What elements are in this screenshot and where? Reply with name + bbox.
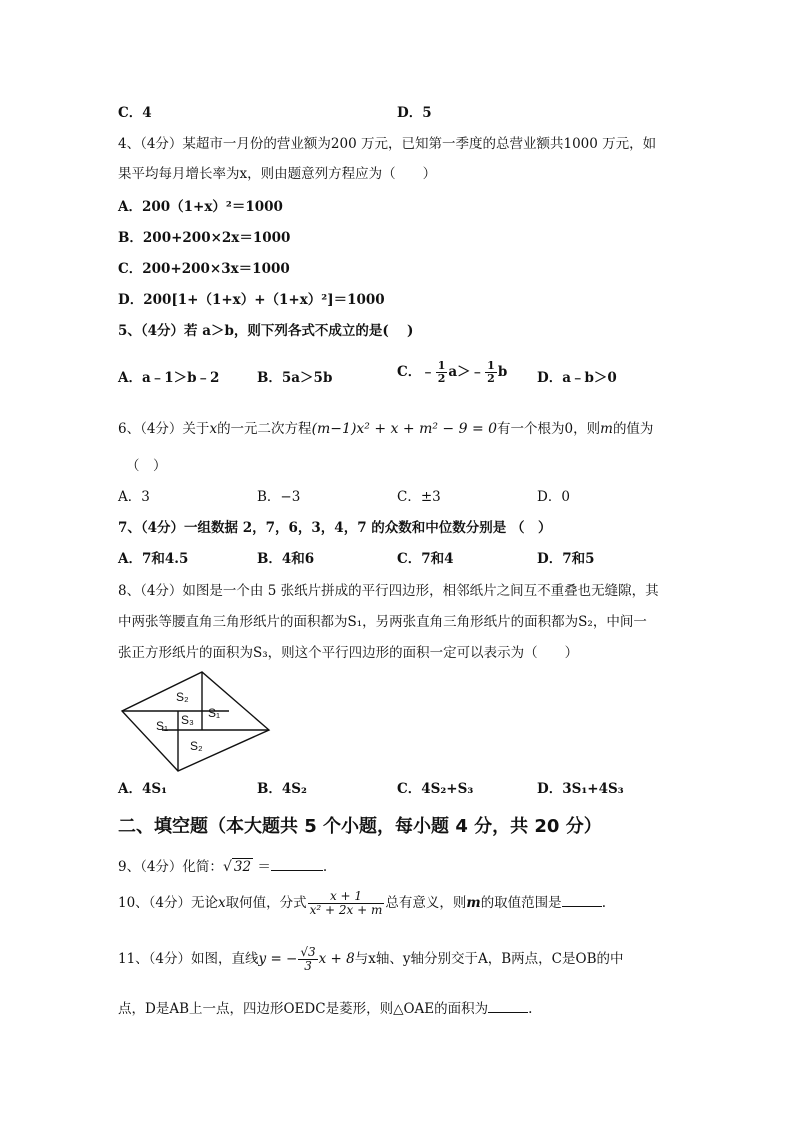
q9-stem: 9、（4分）化简：√ 32 ＝ .: [118, 859, 328, 875]
section-2-title: 二、填空题（本大题共 5 个小题，每小题 4 分，共 20 分）: [118, 816, 602, 837]
q6-option-a: A．3: [118, 489, 150, 505]
q8-option-a: A．4S₁: [118, 781, 168, 797]
q5-c-mid: a＞﹣: [448, 364, 485, 381]
q11-stem-line1: 11、（4分）如图，直线y = − $\frac{√3}{3}$ x + 8与x轴、y轴分别交于A，B两点，C是OB的中: [118, 945, 624, 974]
q5-c-pre: C．﹣: [397, 364, 435, 381]
q8-option-d: D．3S₁+4S₃: [537, 781, 624, 797]
q7-option-d: D．7和5: [537, 551, 595, 567]
q11-fraction: $\frac{√3}{3}$: [300, 945, 316, 974]
q10-stem: 10、（4分）无论x取何值，分式 $\frac{x + 1}{\text{x² + 2x + m}}$ 总有意义，则m的取值范围是 .: [118, 889, 606, 918]
q5-option-a: A．a﹣1＞b﹣2: [118, 370, 220, 386]
q5-c-frac1: $\frac{1}{2}$: [437, 359, 446, 386]
q8-option-c: C．4S₂+S₃: [397, 781, 474, 797]
label-s3: S₃: [181, 713, 194, 727]
q11-stem-line2: 点，D是AB上一点，四边形OEDC是菱形，则△OAE的面积为 .: [118, 1001, 533, 1017]
q8-stem-line2: 中两张等腰直角三角形纸片的面积都为S₁，另两张直角三角形纸片的面积都为S₂，中间一: [118, 614, 647, 630]
q3-option-d: D．5: [397, 105, 432, 121]
q5-c-post: b: [497, 364, 508, 381]
q8-option-b: B．4S₂: [257, 781, 307, 797]
q5-option-b: B．5a＞5b: [257, 370, 333, 386]
q7-option-c: C．7和4: [397, 551, 454, 567]
parallelogram-outline: [122, 672, 269, 771]
q6-option-d: D．0: [537, 489, 570, 505]
q4-option-b: B．200+200×2x＝1000: [118, 230, 291, 246]
q5-option-d: D．a﹣b＞0: [537, 370, 617, 386]
label-s1-left: S₁: [156, 719, 169, 733]
q6-stem: 6、（4分）关于x的一元二次方程(m−1)x² + x + m² − 9 = 0有一个根为0，则m的值为: [118, 421, 654, 437]
q4-stem-line1: 4、（4分）某超市一月份的营业额为200 万元，已知第一季度的总营业额共1000 万元，如: [118, 136, 657, 152]
q7-option-a: A．7和4.5: [118, 551, 189, 567]
q9-radicand: 32: [233, 859, 252, 875]
q8-stem-line1: 8、（4分）如图是一个由 5 张纸片拼成的平行四边形，相邻纸片之间互不重叠也无缝隙，其: [118, 583, 659, 599]
q6-equation: (m−1)x² + x + m² − 9 = 0: [311, 421, 498, 437]
q11-answer-blank: [488, 1000, 528, 1013]
label-s2-bottom: S₂: [190, 739, 203, 753]
q10-fraction: $\frac{x + 1}{\text{x² + 2x + m}}$: [309, 889, 383, 918]
q5-stem: 5、（4分）若 a＞b，则下列各式不成立的是( ): [118, 323, 414, 339]
label-s2-top: S₂: [176, 690, 189, 704]
q7-option-b: B．4和6: [257, 551, 315, 567]
q5-c-frac2: $\frac{1}{2}$: [487, 359, 495, 386]
q8-stem-line3: 张正方形纸片的面积为S₃，则这个平行四边形的面积一定可以表示为（ ）: [118, 645, 579, 661]
q9-answer-blank: [271, 858, 323, 871]
q7-stem: 7、（4分）一组数据 2，7，6，3，4，7 的众数和中位数分别是 （ ）: [118, 520, 552, 536]
q3-option-c: C．4: [118, 105, 152, 121]
q5-option-c: [397, 360, 507, 385]
q6-paren: （ ）: [126, 458, 167, 474]
q4-stem-line2: 果平均每月增长率为x，则由题意列方程应为（ ）: [118, 166, 437, 182]
label-s1-right: S₁: [208, 706, 221, 720]
q4-option-c: C．200+200×3x＝1000: [118, 261, 290, 277]
q4-option-a: A．200（1+x）²＝1000: [118, 199, 283, 215]
q10-answer-blank: [562, 894, 602, 907]
q4-option-d: D．200[1+（1+x）+（1+x）²]＝1000: [118, 292, 385, 308]
q6-option-b: B．−3: [257, 489, 301, 505]
q6-option-c: C．±3: [397, 489, 441, 505]
q8-parallelogram-figure: [118, 668, 272, 774]
